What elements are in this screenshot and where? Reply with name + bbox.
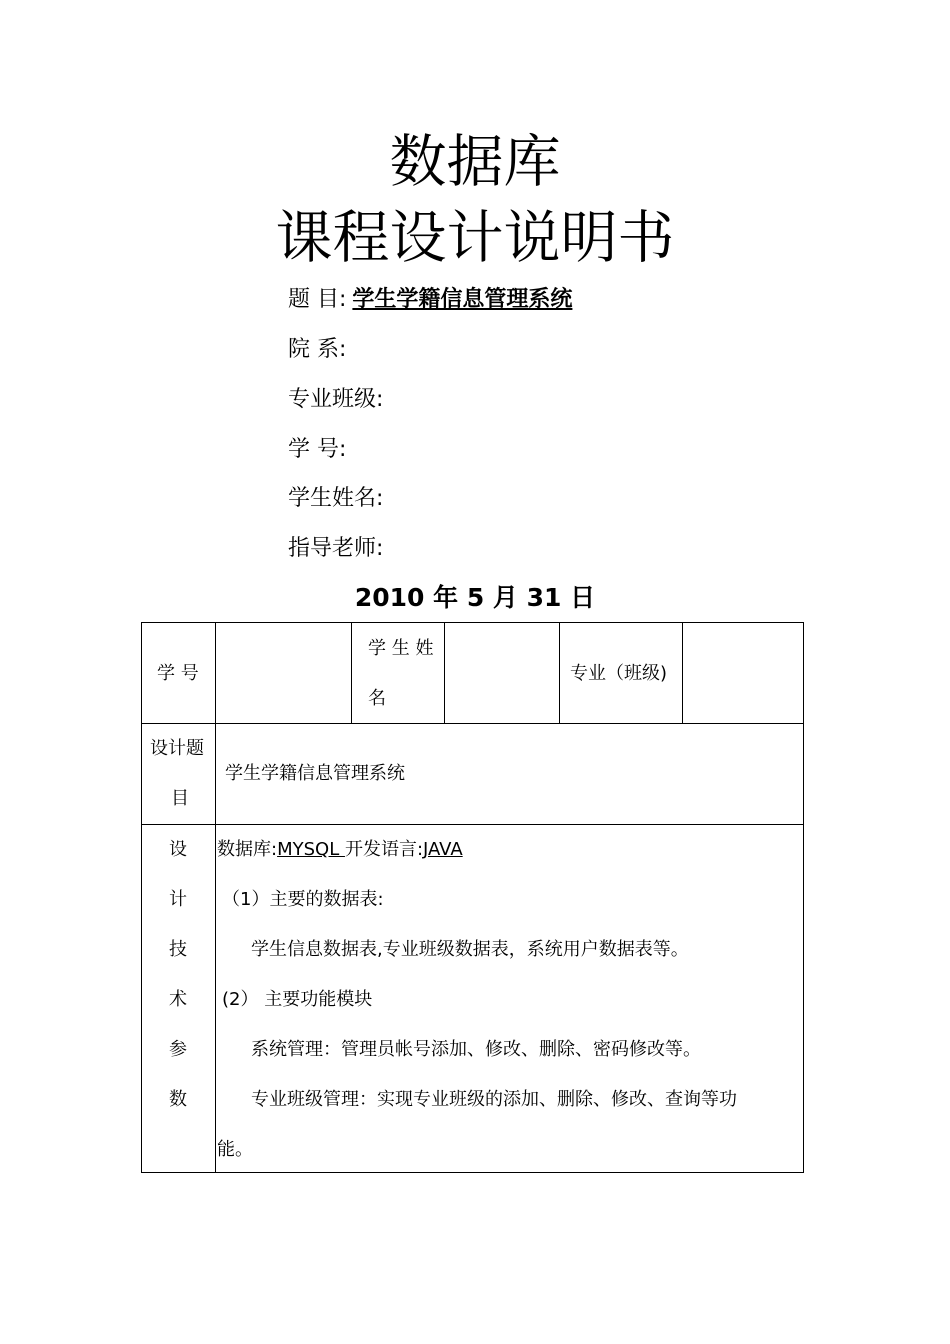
tech-line-tables-heading: （1）主要的数据表: (222, 889, 384, 910)
major-class-label: 专业（班级) (570, 663, 668, 684)
tech-label-char-4: 术 (169, 989, 187, 1010)
col-divider-2 (351, 623, 352, 723)
tech-label-char-2: 计 (169, 889, 187, 910)
tech-db-line (217, 838, 463, 862)
student-id-label: 学 号 (157, 663, 199, 684)
field-advisor (288, 534, 383, 564)
field-class (288, 385, 383, 415)
col-divider-3 (444, 623, 445, 723)
col-divider-label (215, 623, 216, 1172)
tech-line-class-mgmt: 专业班级管理：实现专业班级的添加、删除、修改、查询等功 (251, 1089, 737, 1110)
lang-value: JAVA (423, 839, 463, 860)
row-divider-1 (142, 723, 803, 724)
document-title-line2: 课程设计说明书 (275, 205, 675, 271)
field-department (288, 335, 346, 365)
student-name-label-line1: 学 生 姓 (368, 638, 434, 659)
field-topic (288, 285, 572, 315)
info-table (141, 622, 804, 1173)
field-department-label: 院 系: (288, 337, 347, 362)
tech-line-class-mgmt-cont: 能。 (217, 1139, 253, 1160)
student-name-label-line2: 名 (368, 688, 386, 709)
design-topic-value: 学生学籍信息管理系统 (225, 763, 405, 784)
tech-label-char-1: 设 (169, 839, 187, 860)
tech-line-system-mgmt: 系统管理：管理员帐号添加、修改、删除、密码修改等。 (251, 1039, 701, 1060)
field-topic-label: 题 目: (288, 287, 347, 312)
tech-label-char-3: 技 (169, 939, 187, 960)
field-student-name-label: 学生姓名: (288, 486, 384, 511)
row-divider-2 (142, 824, 803, 825)
tech-line-tables: 学生信息数据表,专业班级数据表，系统用户数据表等。 (251, 939, 689, 960)
lang-prefix: 开发语言: (344, 839, 424, 860)
tech-label-char-6: 数 (169, 1089, 187, 1110)
field-student-id (288, 435, 346, 465)
db-prefix: 数据库: (217, 839, 278, 860)
field-class-label: 专业班级: (288, 387, 384, 412)
db-value: MYSQL (277, 839, 345, 860)
design-topic-label-line1: 设计题 (150, 738, 204, 759)
document-date: 2010 年 5 月 31 日 (354, 583, 596, 612)
tech-label-char-5: 参 (169, 1039, 187, 1060)
field-student-name (288, 484, 383, 514)
tech-line-modules-heading: (2） 主要功能模块 (222, 989, 373, 1010)
field-student-id-label: 学 号: (288, 437, 347, 462)
design-topic-label-line2: 目 (171, 788, 189, 809)
document-title-line1: 数据库 (389, 129, 561, 195)
field-topic-value: 学生学籍信息管理系统 (352, 287, 573, 312)
col-divider-5 (682, 623, 683, 723)
field-advisor-label: 指导老师: (288, 536, 384, 561)
col-divider-4 (559, 623, 560, 723)
